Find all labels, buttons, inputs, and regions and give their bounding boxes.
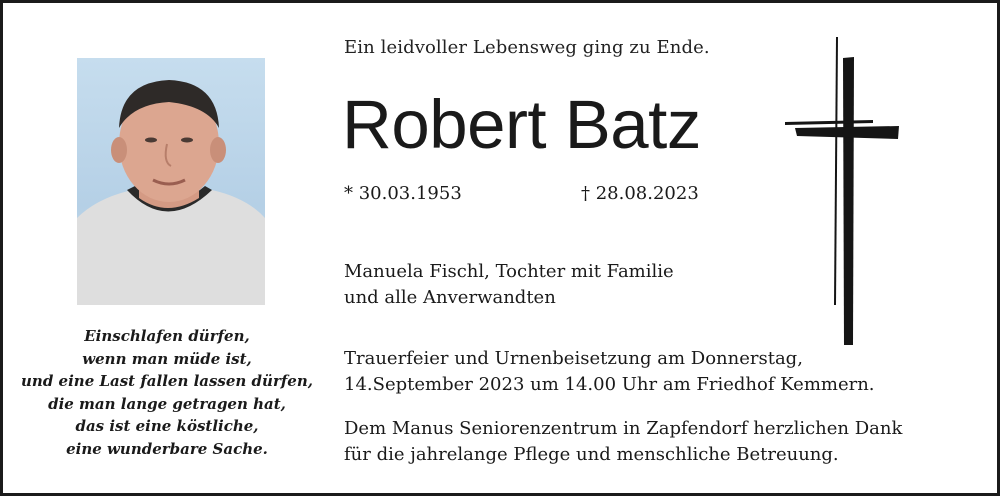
deceased-name: Robert Batz	[342, 86, 701, 163]
cross-icon	[781, 33, 905, 349]
ceremony-line: Trauerfeier und Urnenbeisetzung am Donnerstag,	[344, 348, 803, 369]
poem-line: eine wunderbare Sache.	[66, 439, 268, 458]
thanks-line: Dem Manus Seniorenzentrum in Zapfendorf herzlichen Dank	[344, 418, 903, 439]
mourners-line: und alle Anverwandten	[344, 287, 556, 308]
ceremony-info	[344, 346, 875, 398]
mourners-line: Manuela Fischl, Tochter mit Familie	[344, 261, 674, 282]
birth-date: * 30.03.1953	[344, 183, 462, 204]
poem-line: und eine Last fallen lassen dürfen,	[21, 372, 313, 390]
portrait-illustration	[77, 58, 265, 305]
portrait-photo	[77, 58, 265, 305]
mourners-block	[344, 259, 674, 311]
ceremony-line: 14.September 2023 um 14.00 Uhr am Friedhof Kemmern.	[344, 374, 875, 395]
thanks-line: für die jahrelange Pflege und menschliche Betreuung.	[344, 444, 839, 465]
intro-line: Ein leidvoller Lebensweg ging zu Ende.	[344, 37, 710, 58]
poem-line: wenn man müde ist,	[82, 349, 252, 368]
memorial-poem	[17, 325, 317, 460]
poem-line: Einschlafen dürfen,	[84, 327, 250, 345]
thanks-block	[344, 416, 902, 468]
poem-line: das ist eine köstliche,	[75, 417, 259, 435]
death-date: † 28.08.2023	[581, 183, 699, 204]
poem-line: die man lange getragen hat,	[48, 394, 286, 413]
